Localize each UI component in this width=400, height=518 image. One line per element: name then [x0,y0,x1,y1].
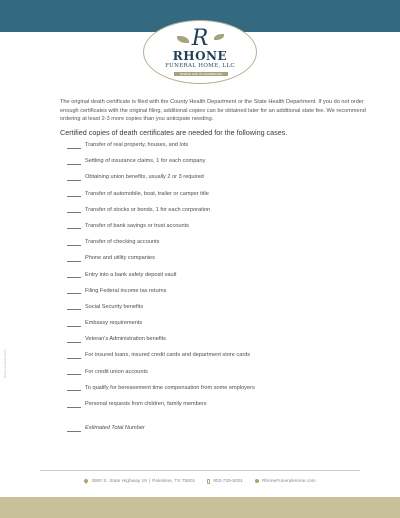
footer-phone [207,479,243,484]
footer-website [255,479,316,484]
company-logo [143,20,257,84]
side-note: Rhone Funeral Home [3,349,7,378]
address-separator: | [148,478,151,484]
case-label: Settling of insurance claims, 1 for each company [85,158,206,165]
estimated-total-label: Estimated Total Number [85,425,145,431]
case-item [67,369,255,385]
quantity-blank[interactable] [67,158,81,165]
case-item [67,304,255,320]
case-label: Phone and utility companies [85,255,155,262]
case-item [67,352,255,368]
quantity-blank[interactable] [67,174,81,181]
case-item [67,223,255,239]
case-item [67,142,255,158]
quantity-blank[interactable] [67,336,81,343]
website-link[interactable]: RhoneFuneralHome.com [262,478,316,484]
case-label: Embassy requirements [85,320,143,327]
case-item [67,255,255,271]
case-item [67,174,255,190]
globe-icon [255,479,259,483]
phone-icon [207,479,210,484]
section-heading: Certified copies of death certificates are needed for the following cases. [60,128,288,137]
quantity-blank[interactable] [67,142,81,149]
footer-band [0,497,400,518]
quantity-blank[interactable] [67,352,81,359]
case-item [67,158,255,174]
quantity-blank[interactable] [67,239,81,246]
quantity-blank[interactable] [67,385,81,392]
case-item [67,207,255,223]
case-item [67,272,255,288]
case-label: Transfer of bank savings or trust accounts [85,222,189,229]
case-label: Transfer of automobile, boat, trailer or camper title [85,190,209,197]
logo-monogram: R [191,26,209,51]
phone-number[interactable]: 903-729-5001 [213,478,244,484]
footer [0,473,400,489]
intro-paragraph: The original death certificate is filed with the County Health Department or the State Health Department. If you do not order enough certificates with the original filing, additional copies can be obtained later for an additional state fee. We recommend ordering at least 2-3 more copies than you anticipate needing. [60,99,366,123]
quantity-blank[interactable] [67,272,81,279]
case-label: Filing Federal income tax returns [85,287,167,294]
case-label: Transfer of checking accounts [85,239,160,246]
address-city: Palestine, TX 75801 [152,478,196,484]
case-label: Entry into a bank safety deposit vault [85,271,177,278]
case-label: Veteran's Administration benefits [85,336,166,343]
quantity-blank[interactable] [67,288,81,295]
case-label: Transfer of real property, houses, and lots [85,142,189,148]
footer-divider [40,470,360,471]
case-item [67,191,255,207]
case-label: Transfer of stocks or bonds, 1 for each corporation [85,206,211,213]
case-label: To qualify for bereavement time compensation from some employers [85,384,255,391]
footer-address [84,479,195,484]
quantity-blank[interactable] [67,304,81,311]
address-street: 3900 S. State Highway 19 [91,478,147,484]
quantity-blank[interactable] [67,401,81,408]
case-item [67,336,255,352]
quantity-blank[interactable] [67,191,81,198]
quantity-blank[interactable] [67,223,81,230]
logo-subname: FUNERAL HOME, LLC [165,63,235,69]
logo-name: RHONE [172,49,228,63]
logo-ribbon [174,72,228,76]
case-item [67,288,255,304]
case-item [67,239,255,255]
case-label: Social Security benefits [85,303,144,310]
quantity-blank[interactable] [67,207,81,214]
case-label: For insured loans, insured credit cards and department store cards [85,352,251,359]
case-label: Obtaining union benefits, usually 2 or 3 required [85,174,204,181]
case-list [67,142,255,417]
estimated-total-row [67,425,145,432]
total-blank[interactable] [67,425,81,432]
quantity-blank[interactable] [67,255,81,262]
quantity-blank[interactable] [67,320,81,327]
quantity-blank[interactable] [67,369,81,376]
case-item [67,385,255,401]
map-pin-icon [84,478,90,484]
case-item [67,401,255,417]
case-label: Personal requests from children, family members [85,401,207,407]
case-item [67,320,255,336]
case-label: For credit union accounts [85,368,148,375]
logo-tagline: WHERE LIFE IS CELEBRATED [179,72,223,76]
